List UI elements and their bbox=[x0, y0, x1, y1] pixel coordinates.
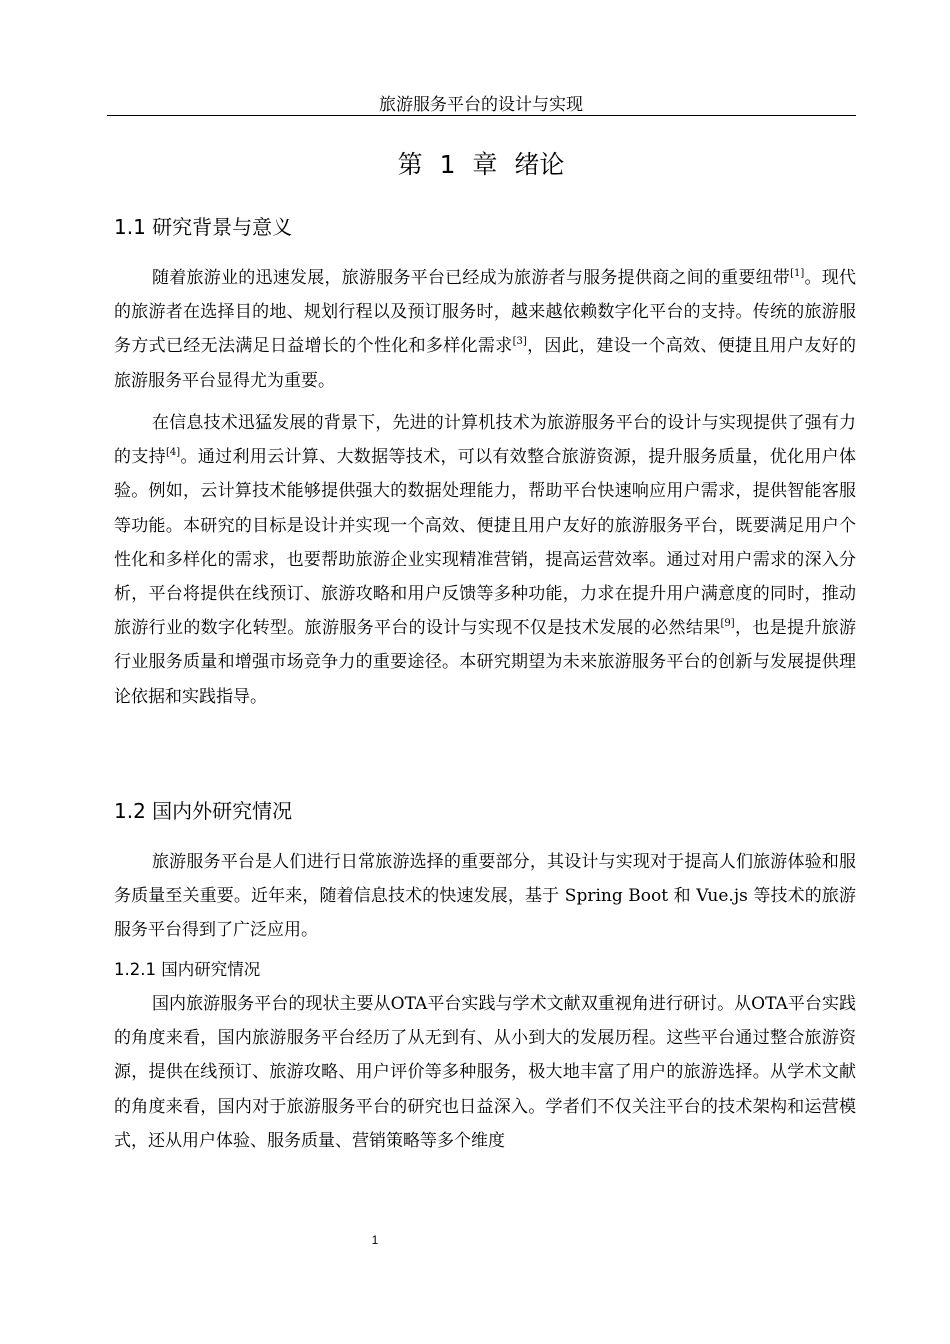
paragraph-text: 旅游服务平台是人们进行日常旅游选择的重要部分，其设计与实现对于提高人们旅游体验和服务质量至关重要。近年来，随着信息技术的快速发展，基于 Spring Boot 和 Vue.js 等技术的旅游服务平台得到了广泛应用。 bbox=[114, 852, 856, 941]
paragraph-text: 。现代的旅游者在选择目的地、规划行程以及预订服务时，越来越依赖数字化平台的支持。传统的旅游服务方式已经无法满足日益增长的个性化和多样化需求 bbox=[114, 268, 857, 357]
paragraph-research-overview bbox=[114, 845, 856, 948]
citation-ref: [9] bbox=[720, 618, 735, 630]
section-heading-1-2-1: 1.2.1 国内研究情况 bbox=[114, 960, 261, 979]
citation-ref: [1] bbox=[790, 268, 805, 279]
paragraph-background-2 bbox=[114, 406, 856, 714]
paragraph-background-1 bbox=[114, 261, 856, 398]
paragraph-text: 随着旅游业的迅速发展，旅游服务平台已经成为旅游者与服务提供商之间的重要纽带 bbox=[152, 268, 791, 288]
paragraph-text: ，也是提升旅游行业服务质量和增强市场竞争力的重要途径。本研究期望为未来旅游服务平台的创新与发展提供理论依据和实践指导。 bbox=[114, 618, 857, 707]
paragraph-text: 。通过利用云计算、大数据等技术，可以有效整合旅游资源，提升服务质量，优化用户体验。例如，云计算技术能够提供强大的数据处理能力，帮助平台快速响应用户需求，提供智能客服等功能。本研究的目标是设计并实现一个高效、便捷且用户友好的旅游服务平台，既要满足用户个性化和多样化的需求，也要帮助旅游企业实现精准营销，提高运营效率。通过对用户需求的深入分析，平台将提供在线预订、旅游攻略和用户反馈等多种功能，力求在提升用户满意度的同时，推动旅游行业的数字化转型。旅游服务平台的设计与实现不仅是技术发展的必然结果 bbox=[114, 447, 857, 639]
paragraph-text: 国内旅游服务平台的现状主要从OTA平台实践与学术文献双重视角进行研讨。从OTA平台实践的角度来看，国内旅游服务平台经历了从无到有、从小到大的发展历程。这些平台通过整合旅游资源，提供在线预订、旅游攻略、用户评价等多种服务，极大地丰富了用户的旅游选择。从学术文献的角度来看，国内对于旅游服务平台的研究也日益深入。学者们不仅关注平台的技术架构和运营模式，还从用户体验、服务质量、营销策略等多个维度 bbox=[114, 994, 856, 1151]
chapter-title: 第 1 章 绪论 bbox=[397, 150, 565, 179]
page-number: 1 bbox=[371, 1233, 379, 1247]
running-header: 旅游服务平台的设计与实现 bbox=[379, 95, 583, 115]
section-heading-1-1: 1.1 研究背景与意义 bbox=[114, 215, 293, 239]
paragraph-domestic-research bbox=[114, 987, 856, 1158]
paragraph-text: 在信息技术迅猛发展的背景下，先进的计算机技术为旅游服务平台的设计与实现提供了强有力的支持 bbox=[114, 413, 856, 468]
paragraph-text: ，因此，建设一个高效、便捷且用户友好的旅游服务平台显得尤为重要。 bbox=[114, 336, 857, 391]
citation-ref: [4] bbox=[166, 447, 181, 459]
citation-ref: [3] bbox=[512, 336, 527, 348]
header-rule bbox=[107, 115, 856, 116]
section-heading-1-2: 1.2 国内外研究情况 bbox=[114, 799, 293, 823]
